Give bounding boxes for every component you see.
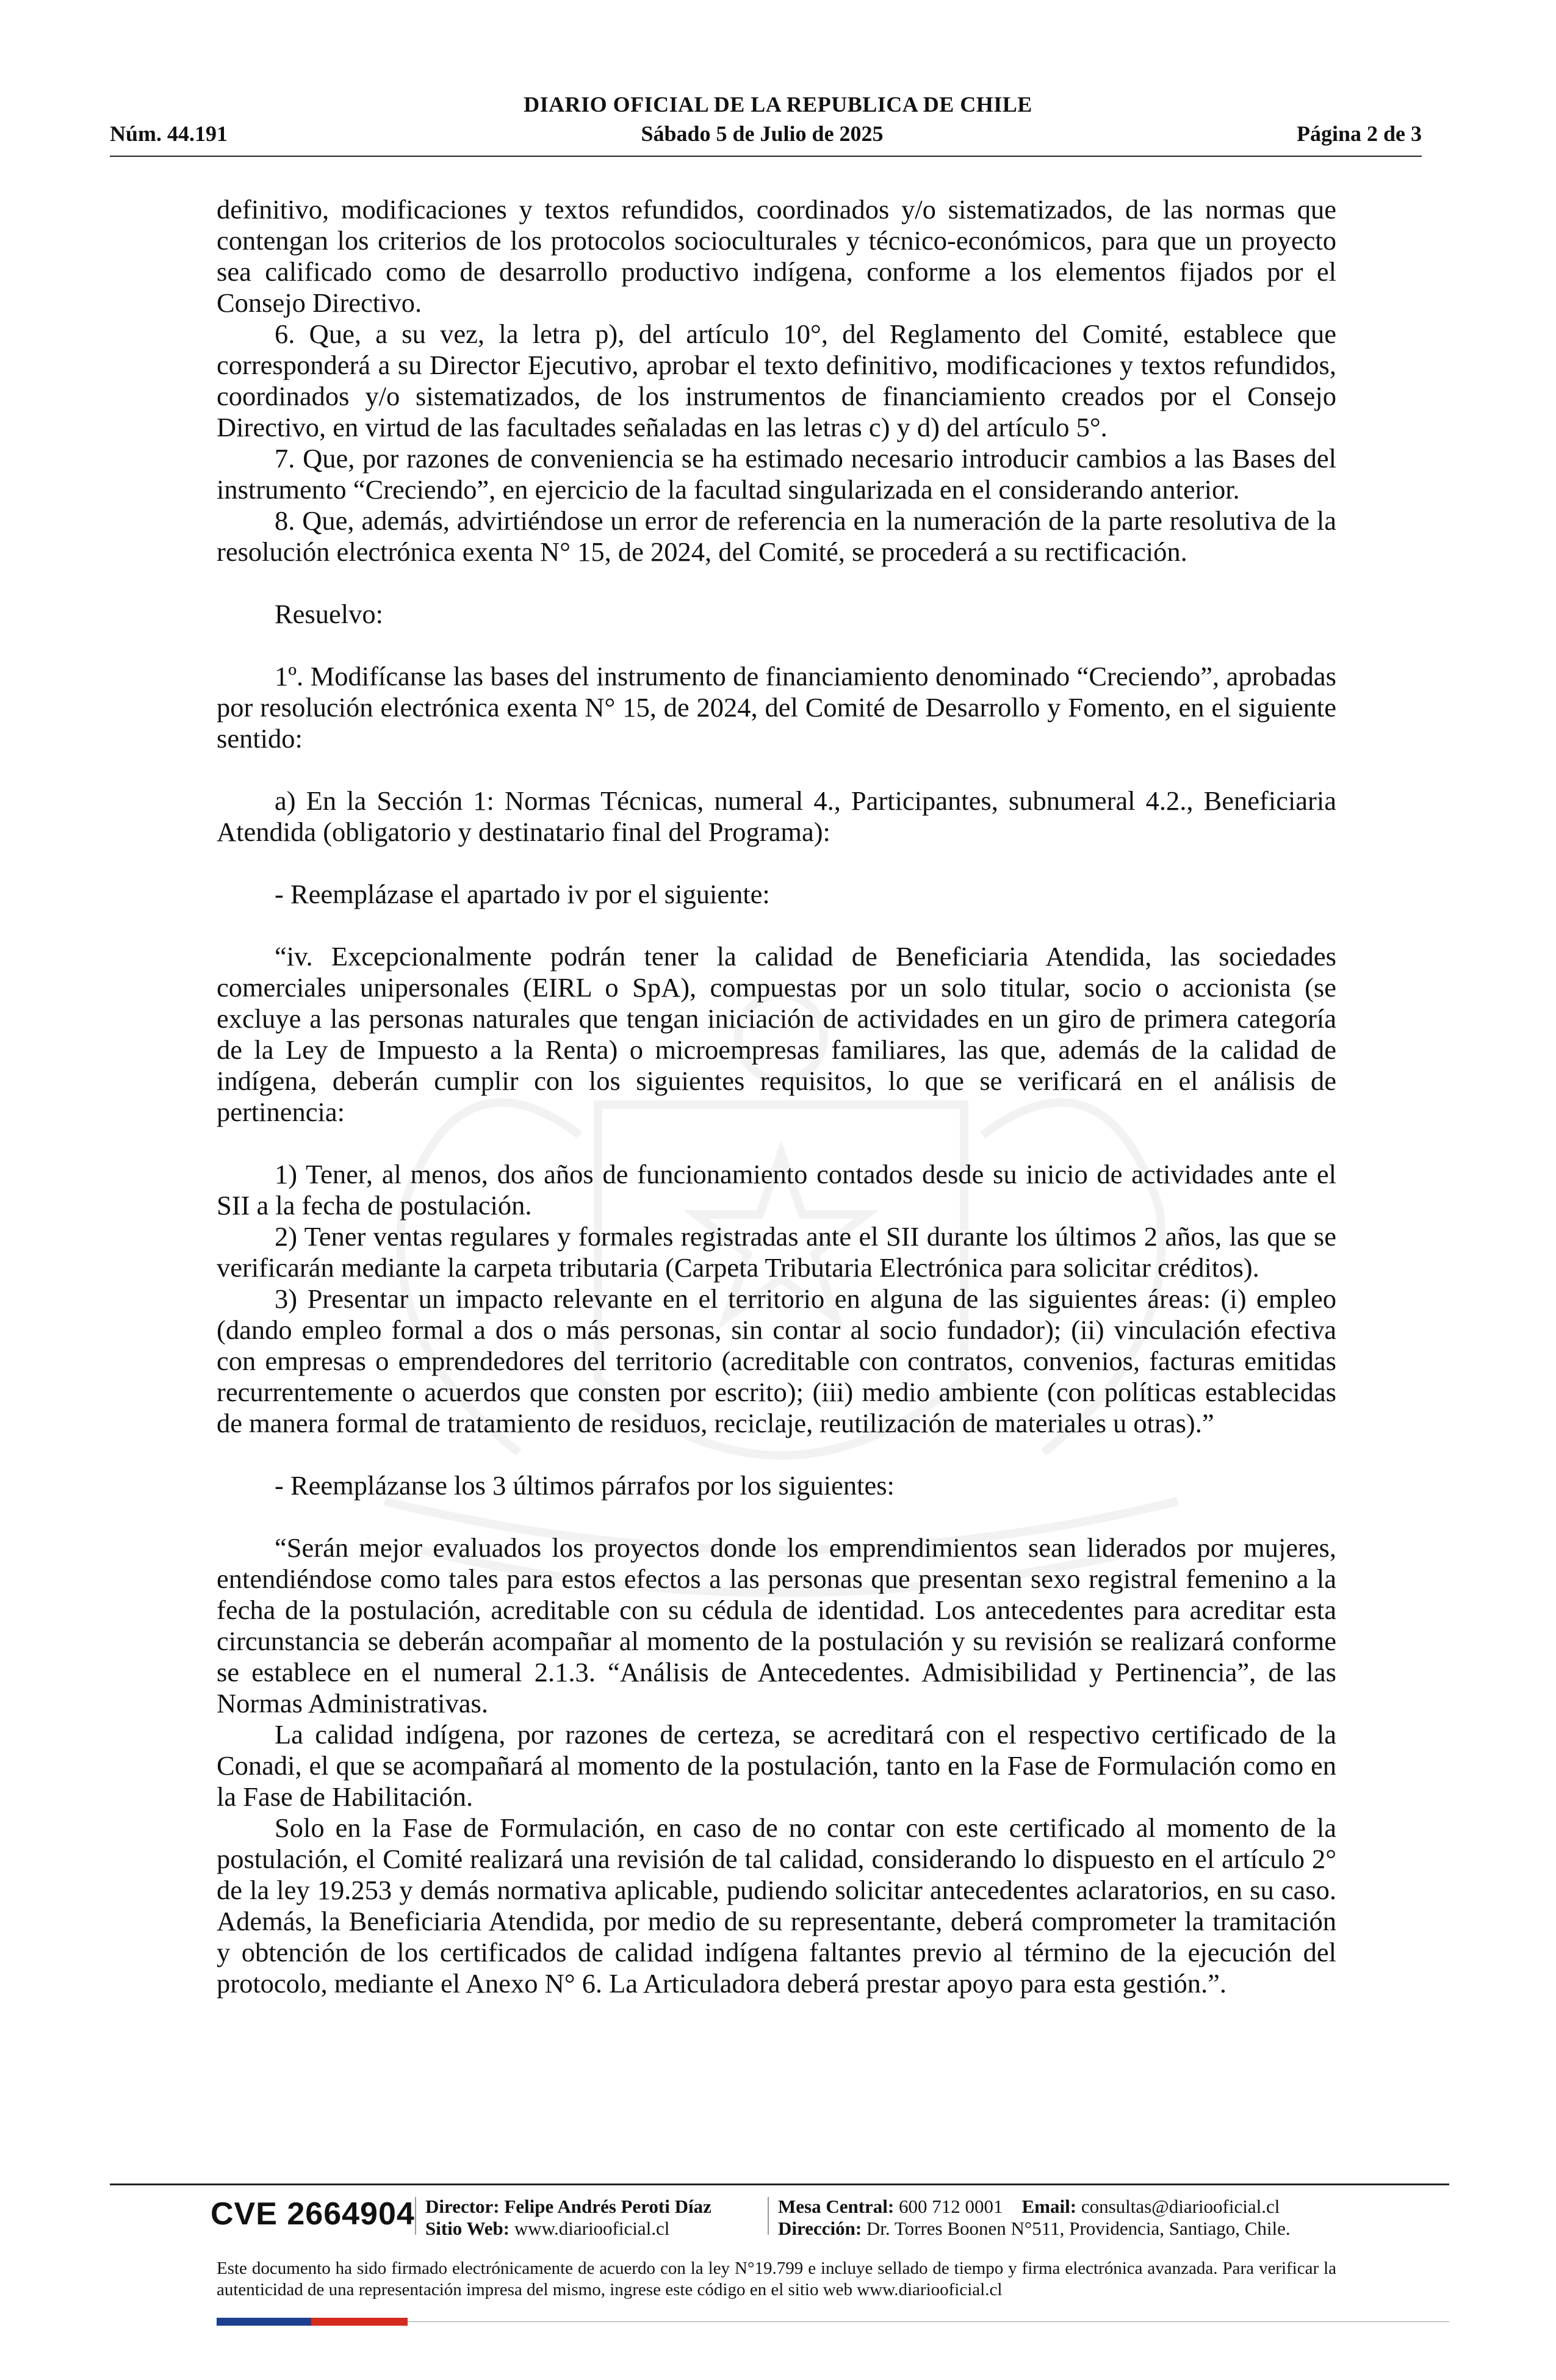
header-divider (110, 156, 1422, 157)
website-link[interactable]: www.diariooficial.cl (514, 2218, 670, 2239)
paragraph: Solo en la Fase de Formulación, en caso de no contar con este certificado al momento de la postulación, el Comité realizará una revisión de tal calidad, considerando lo dispuesto en el artículo 2° de la ley 19.253 y demás normativa aplicable, pudiendo solicitar antecedentes aclaratorios, en su caso. Además, la Beneficiaria Atendida, por medio de su representante, deberá comprometer la tramitación y obtención de los certificados de calidad indígena faltantes previo al término de la ejecución del protocolo, mediante el Anexo N° 6. La Articuladora deberá prestar apoyo para esta gestión.”. (217, 1812, 1336, 1999)
footer-separator (415, 2197, 416, 2235)
document-body (217, 194, 1336, 1999)
flag-bar-red (311, 2318, 408, 2326)
flag-bar-blue (217, 2318, 311, 2326)
paragraph: 1) Tener, al menos, dos años de funcionamiento contados desde su inicio de actividades ante el SII a la fecha de postulación. (217, 1159, 1336, 1221)
paragraph: La calidad indígena, por razones de certeza, se acreditará con el respectivo certificado de la Conadi, el que se acompañará al momento de la postulación, tanto en la Fase de Formulación como en la Fase de Habilitación. (217, 1719, 1336, 1812)
director-name: Felipe Andrés Peroti Díaz (504, 2196, 711, 2217)
paragraph: 2) Tener ventas regulares y formales registradas ante el SII durante los últimos 2 años, las que se verificarán mediante la carpeta tributaria (Carpeta Tributaria Electrónica para solicitar créditos). (217, 1221, 1336, 1283)
paragraph: definitivo, modificaciones y textos refundidos, coordinados y/o sistematizados, de las normas que contengan los criterios de los protocolos socioculturales y técnico-económicos, para que un proyecto sea calificado como de desarrollo productivo indígena, conforme a los elementos fijados por el Consejo Directivo. (217, 194, 1336, 318)
page-indicator: Página 2 de 3 (1296, 121, 1422, 146)
paragraph: 6. Que, a su vez, la letra p), del artículo 10°, del Reglamento del Comité, establece que corresponderá a su Director Ejecutivo, aprobar el texto definitivo, modificaciones y textos refundidos, coordinados y/o sistematizados, de los instrumentos de financiamiento creados por el Consejo Directivo, en virtud de las facultades señaladas en las letras c) y d) del artículo 5°. (217, 319, 1336, 442)
footer-contact-info (778, 2196, 1291, 2240)
footer-separator (768, 2197, 769, 2235)
issue-number: Núm. 44.191 (110, 121, 228, 146)
address-text: Dr. Torres Boonen N°511, Providencia, Santiago, Chile. (866, 2218, 1291, 2239)
paragraph: a) En la Sección 1: Normas Técnicas, numeral 4., Participantes, subnumeral 4.2., Beneficiaria Atendida (obligatorio y destinatario final del Programa): (217, 785, 1336, 847)
authenticity-notice: Este documento ha sido firmado electrónicamente de acuerdo con la ley N°19.799 e incluye sellado de tiempo y firma electrónica avanzada. Para verificar la autenticidad de una representación impresa del mismo, ingrese este código en el sitio web www.diariooficial.cl (217, 2259, 1336, 2299)
cve-code: CVE 2664904 (211, 2196, 415, 2232)
paragraph: - Reemplázase el apartado iv por el siguiente: (275, 879, 770, 909)
website-label: Sitio Web: (425, 2218, 510, 2239)
director-label: Director: (425, 2196, 500, 2217)
address-label: Dirección: (778, 2218, 862, 2239)
paragraph: 1º. Modifícanse las bases del instrumento de financiamiento denominado “Creciendo”, aprobadas por resolución electrónica exenta N° 15, de 2024, del Comité de Desarrollo y Fomento, en el siguiente sentido: (217, 661, 1336, 754)
email-label: Email: (1021, 2196, 1077, 2217)
paragraph: “Serán mejor evaluados los proyectos donde los emprendimientos sean liderados por mujeres, entendiéndose como tales para estos efectos a las personas que presentan sexo registral femenino a la fecha de la postulación, acreditable con su cédula de identidad. Los antecedentes para acreditar esta circunstancia se deberán acompañar al momento de la postulación y su revisión se realizará conforme se establece en el numeral 2.1.3. “Análisis de Antecedentes. Admisibilidad y Pertinencia”, de las Normas Administrativas. (217, 1532, 1336, 1718)
phone-label: Mesa Central: (778, 2196, 895, 2217)
email-link[interactable]: consultas@diariooficial.cl (1081, 2196, 1280, 2217)
resolution-heading: Resuelvo: (275, 599, 383, 629)
footer-director-info (425, 2196, 711, 2240)
newspaper-title: DIARIO OFICIAL DE LA REPUBLICA DE CHILE (524, 92, 1032, 117)
paragraph: 8. Que, además, advirtiéndose un error de referencia en la numeración de la parte resolutiva de la resolución electrónica exenta N° 15, de 2024, del Comité, se procederá a su rectificación. (217, 505, 1336, 567)
paragraph: - Reemplázanse los 3 últimos párrafos por los siguientes: (275, 1470, 895, 1501)
paragraph: 7. Que, por razones de conveniencia se ha estimado necesario introducir cambios a las Bases del instrumento “Creciendo”, en ejercicio de la facultad singularizada en el considerando anterior. (217, 443, 1336, 505)
paragraph: 3) Presentar un impacto relevante en el territorio en alguna de las siguientes áreas: (i) empleo (dando empleo formal a dos o más personas, sin contar al socio fundador); (ii) vinculación efectiva con empresas o emprendedores del territorio (acreditable con contratos, convenios, facturas emitidas recurrentemente o acuerdos que consten por escrito); (iii) medio ambiente (con políticas establecidas de manera formal de tratamiento de residuos, reciclaje, reutilización de materiales u otras).” (217, 1283, 1336, 1438)
issue-date: Sábado 5 de Julio de 2025 (641, 121, 884, 146)
header-row (110, 121, 1422, 146)
paragraph: “iv. Excepcionalmente podrán tener la calidad de Beneficiaria Atendida, las sociedades comerciales unipersonales (EIRL o SpA), compuestas por un solo titular, socio o accionista (se excluye a las personas naturales que tengan iniciación de actividades en un giro de primera categoría de la Ley de Impuesto a la Renta) o microempresas familiares, las que, además de la calidad de indígena, deberán cumplir con los siguientes requisitos, lo que se verificará en el análisis de pertinencia: (217, 941, 1336, 1127)
footer-divider (110, 2183, 1449, 2185)
phone-number: 600 712 0001 (899, 2196, 1003, 2217)
